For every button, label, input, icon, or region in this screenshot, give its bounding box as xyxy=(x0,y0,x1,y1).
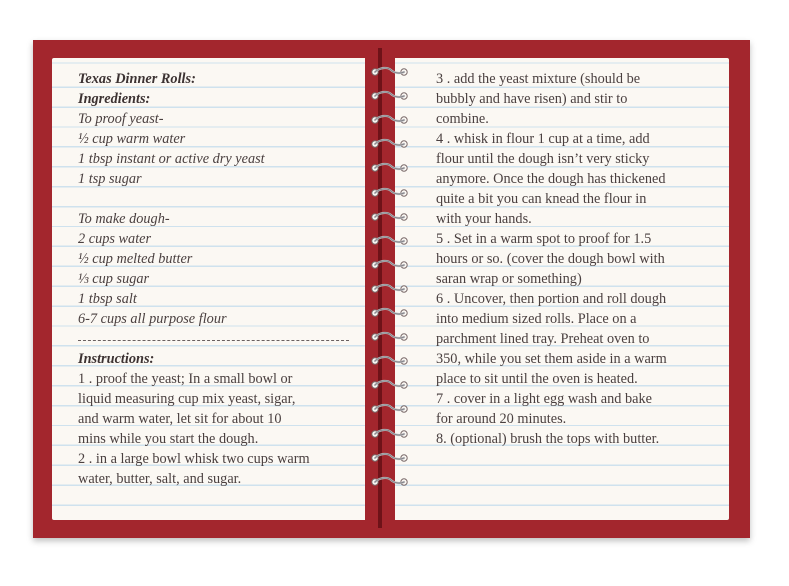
ingredient-line: 1 tbsp instant or active dry yeast xyxy=(78,151,265,167)
instruction-line: hours or so. (cover the dough bowl with xyxy=(436,251,665,267)
instruction-line: combine. xyxy=(436,111,489,127)
instruction-line: 3 . add the yeast mixture (should be xyxy=(436,71,641,87)
spiral-ring-icon xyxy=(366,90,412,102)
ingredient-line: 2 cups water xyxy=(78,231,152,247)
spiral-ring-icon xyxy=(366,138,412,150)
spiral-ring-icon xyxy=(366,235,412,247)
instruction-line: place to sit until the oven is heated. xyxy=(436,371,638,387)
instruction-line: 6 . Uncover, then portion and roll dough xyxy=(436,291,667,307)
left-page-text xyxy=(78,69,363,489)
ingredient-line: 6-7 cups all purpose flour xyxy=(78,311,227,327)
blank-line xyxy=(78,189,363,209)
spiral-ring-icon xyxy=(366,379,412,391)
ingredients-heading: Ingredients: xyxy=(78,91,151,107)
instruction-line: parchment lined tray. Preheat oven to xyxy=(436,331,650,347)
instruction-line: mins while you start the dough. xyxy=(78,431,259,447)
ingredient-line: ½ cup warm water xyxy=(78,131,186,147)
spiral-ring-icon xyxy=(366,259,412,271)
instruction-line: with your hands. xyxy=(436,211,532,227)
instruction-line: 2 . in a large bowl whisk two cups warm xyxy=(78,451,310,467)
instruction-line: flour until the dough isn’t very sticky xyxy=(436,151,650,167)
dough-heading: To make dough- xyxy=(78,211,170,227)
instruction-line: quite a bit you can knead the flour in xyxy=(436,191,647,207)
spiral-ring-icon xyxy=(366,403,412,415)
spiral-ring-icon xyxy=(366,476,412,488)
spiral-ring-icon xyxy=(366,283,412,295)
ingredient-line: 1 tbsp salt xyxy=(78,291,137,307)
spiral-ring-icon xyxy=(366,187,412,199)
ingredient-line: 1 tsp sugar xyxy=(78,171,142,187)
instruction-line: 4 . whisk in flour 1 cup at a time, add xyxy=(436,131,650,147)
instruction-line: anymore. Once the dough has thickened xyxy=(436,171,666,187)
instruction-line: 5 . Set in a warm spot to proof for 1.5 xyxy=(436,231,652,247)
instruction-line: into medium sized rolls. Place on a xyxy=(436,311,637,327)
spiral-ring-icon xyxy=(366,162,412,174)
spiral-ring-icon xyxy=(366,452,412,464)
dashed-divider xyxy=(78,329,363,349)
instruction-line: 7 . cover in a light egg wash and bake xyxy=(436,391,652,407)
recipe-title: Texas Dinner Rolls: xyxy=(78,71,196,87)
instructions-heading: Instructions: xyxy=(78,351,155,367)
instruction-line: 1 . proof the yeast; In a small bowl or xyxy=(78,371,293,387)
spiral-ring-icon xyxy=(366,355,412,367)
instruction-line: 8. (optional) brush the tops with butter. xyxy=(436,431,660,447)
proof-heading: To proof yeast- xyxy=(78,111,164,127)
spiral-ring-icon xyxy=(366,428,412,440)
instruction-line: 350, while you set them aside in a warm xyxy=(436,351,667,367)
spiral-binding xyxy=(366,66,412,516)
ingredient-line: ½ cup melted butter xyxy=(78,251,193,267)
spiral-ring-icon xyxy=(366,211,412,223)
spiral-ring-icon xyxy=(366,114,412,126)
spiral-ring-icon xyxy=(366,66,412,78)
instruction-line: liquid measuring cup mix yeast, sigar, xyxy=(78,391,296,407)
right-page-text xyxy=(436,69,726,449)
instruction-line: and warm water, let sit for about 10 xyxy=(78,411,282,427)
spiral-ring-icon xyxy=(366,331,412,343)
ingredient-line: ⅓ cup sugar xyxy=(78,271,150,287)
instruction-line: saran wrap or something) xyxy=(436,271,582,287)
spiral-ring-icon xyxy=(366,307,412,319)
instruction-line: bubbly and have risen) and stir to xyxy=(436,91,628,107)
instruction-line: water, butter, salt, and sugar. xyxy=(78,471,242,487)
instruction-line: for around 20 minutes. xyxy=(436,411,567,427)
